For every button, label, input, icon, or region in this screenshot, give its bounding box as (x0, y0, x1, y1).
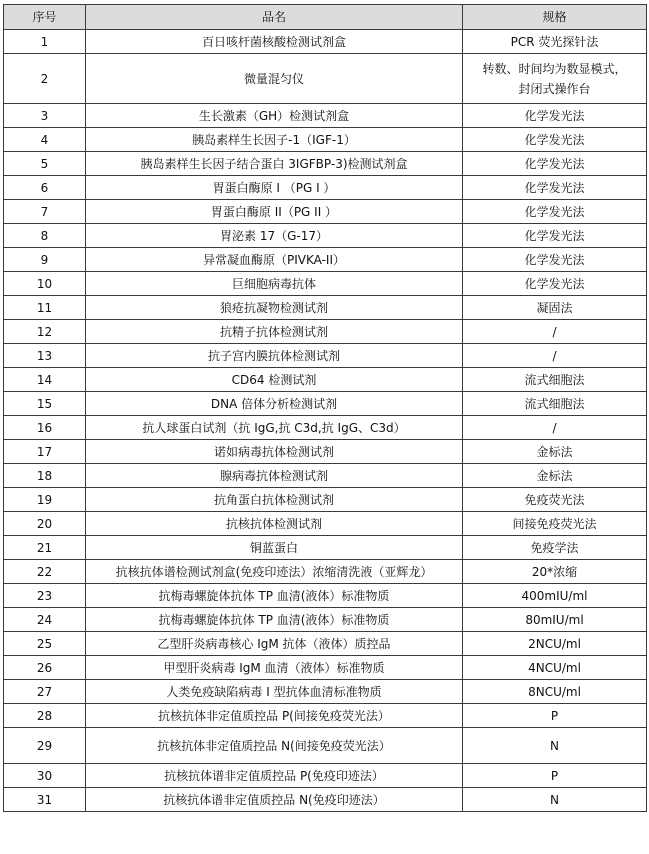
specification-line: 80mIU/ml (525, 612, 584, 627)
header-product-name: 品名 (86, 5, 463, 30)
table-row (4, 176, 647, 200)
cell-product-name: 抗核抗体检测试剂 (86, 512, 463, 536)
table-row (4, 344, 647, 368)
cell-specification (463, 176, 647, 200)
table-row (4, 224, 647, 248)
table-row (4, 200, 647, 224)
table-row (4, 320, 647, 344)
cell-specification (463, 200, 647, 224)
cell-number: 9 (4, 248, 86, 272)
cell-number: 7 (4, 200, 86, 224)
specification-line: 20*浓缩 (531, 564, 578, 579)
cell-product-name: 抗核抗体非定值质控品 N(间接免疫荧光法） (86, 728, 463, 764)
cell-specification (463, 30, 647, 54)
specification-line: 金标法 (536, 444, 573, 459)
cell-number: 13 (4, 344, 86, 368)
cell-number: 22 (4, 560, 86, 584)
table-row (4, 560, 647, 584)
cell-product-name: 抗核抗体非定值质控品 P(间接免疫荧光法） (86, 704, 463, 728)
table-row (4, 440, 647, 464)
specification-line: 400mIU/ml (521, 588, 588, 603)
cell-number: 20 (4, 512, 86, 536)
cell-product-name: 微量混匀仪 (86, 54, 463, 104)
table-row (4, 608, 647, 632)
cell-specification (463, 764, 647, 788)
cell-number: 23 (4, 584, 86, 608)
specification-line: 流式细胞法 (524, 372, 585, 387)
cell-product-name: 抗精子抗体检测试剂 (86, 320, 463, 344)
cell-specification (463, 788, 647, 812)
cell-product-name: 巨细胞病毒抗体 (86, 272, 463, 296)
table-row (4, 248, 647, 272)
table-row (4, 656, 647, 680)
cell-number: 19 (4, 488, 86, 512)
cell-product-name: 胰岛素样生长因子-1（IGF-1） (86, 128, 463, 152)
specification-line: P (550, 708, 559, 723)
table-row (4, 368, 647, 392)
specification-line: / (552, 348, 557, 363)
cell-product-name: 抗梅毒螺旋体抗体 TP 血清(液体）标准物质 (86, 608, 463, 632)
cell-number: 31 (4, 788, 86, 812)
cell-specification (463, 128, 647, 152)
cell-specification (463, 368, 647, 392)
cell-number: 26 (4, 656, 86, 680)
cell-specification (463, 392, 647, 416)
header-specification: 规格 (463, 5, 647, 30)
specification-line: 免疫荧光法 (524, 492, 585, 507)
table-body (4, 30, 647, 812)
table-row (4, 728, 647, 764)
table-row (4, 632, 647, 656)
cell-number: 14 (4, 368, 86, 392)
cell-number: 27 (4, 680, 86, 704)
cell-product-name: 狼疮抗凝物检测试剂 (86, 296, 463, 320)
cell-product-name: 胃泌素 17（G-17） (86, 224, 463, 248)
table-row (4, 30, 647, 54)
table-row (4, 54, 647, 104)
specification-line: 化学发光法 (524, 228, 585, 243)
cell-product-name: 抗核抗体谱检测试剂盒(免疫印迹法）浓缩清洗液（亚辉龙） (86, 560, 463, 584)
cell-number: 3 (4, 104, 86, 128)
cell-product-name: 腺病毒抗体检测试剂 (86, 464, 463, 488)
specification-line: 化学发光法 (524, 132, 585, 147)
cell-number: 16 (4, 416, 86, 440)
specification-line: 化学发光法 (524, 108, 585, 123)
cell-product-name: 抗人球蛋白试剂（抗 IgG,抗 C3d,抗 IgG、C3d） (86, 416, 463, 440)
cell-number: 21 (4, 536, 86, 560)
specification-line: 化学发光法 (524, 204, 585, 219)
table-row (4, 536, 647, 560)
cell-specification (463, 248, 647, 272)
cell-number: 25 (4, 632, 86, 656)
cell-number: 12 (4, 320, 86, 344)
cell-specification (463, 608, 647, 632)
cell-number: 15 (4, 392, 86, 416)
specification-line: 化学发光法 (524, 252, 585, 267)
cell-product-name: 诺如病毒抗体检测试剂 (86, 440, 463, 464)
specification-line: N (550, 738, 559, 753)
specification-line: 间接免疫荧光法 (512, 516, 597, 531)
cell-product-name: 抗核抗体谱非定值质控品 N(免疫印迹法） (86, 788, 463, 812)
table-row (4, 464, 647, 488)
cell-number: 11 (4, 296, 86, 320)
specification-line: 免疫学法 (530, 540, 579, 555)
table-row (4, 488, 647, 512)
cell-product-name: 乙型肝炎病毒核心 IgM 抗体（液体）质控品 (86, 632, 463, 656)
specification-line: 4NCU/ml (528, 660, 581, 675)
cell-product-name: 胰岛素样生长因子结合蛋白 3IGFBP-3)检测试剂盒 (86, 152, 463, 176)
cell-specification (463, 560, 647, 584)
cell-specification (463, 440, 647, 464)
cell-product-name: 胃蛋白酶原 II（PG II ） (86, 200, 463, 224)
cell-specification (463, 488, 647, 512)
cell-specification (463, 296, 647, 320)
specification-line: / (552, 324, 557, 339)
cell-number: 6 (4, 176, 86, 200)
cell-product-name: 抗角蛋白抗体检测试剂 (86, 488, 463, 512)
cell-specification (463, 680, 647, 704)
cell-specification (463, 416, 647, 440)
cell-product-name: 百日咳杆菌核酸检测试剂盒 (86, 30, 463, 54)
header-number: 序号 (4, 5, 86, 30)
cell-number: 18 (4, 464, 86, 488)
cell-specification (463, 656, 647, 680)
table-row (4, 680, 647, 704)
table-row (4, 128, 647, 152)
cell-specification (463, 728, 647, 764)
table-row (4, 296, 647, 320)
cell-number: 28 (4, 704, 86, 728)
table-row (4, 584, 647, 608)
cell-specification (463, 54, 647, 104)
table-row (4, 272, 647, 296)
cell-specification (463, 584, 647, 608)
table-row (4, 104, 647, 128)
cell-specification (463, 224, 647, 248)
cell-product-name: 抗子宫内膜抗体检测试剂 (86, 344, 463, 368)
cell-specification (463, 104, 647, 128)
specification-line: 2NCU/ml (528, 636, 581, 651)
specification-line: 化学发光法 (524, 180, 585, 195)
cell-number: 30 (4, 764, 86, 788)
table-header-row (4, 5, 647, 30)
cell-specification (463, 344, 647, 368)
cell-product-name: 铜蓝蛋白 (86, 536, 463, 560)
cell-specification (463, 512, 647, 536)
specification-line: 化学发光法 (524, 156, 585, 171)
specification-line: N (550, 792, 559, 807)
specification-line: 凝固法 (536, 300, 573, 315)
cell-number: 17 (4, 440, 86, 464)
cell-product-name: DNA 倍体分析检测试剂 (86, 392, 463, 416)
specification-line: / (552, 420, 557, 435)
specification-line: 金标法 (536, 468, 573, 483)
cell-number: 1 (4, 30, 86, 54)
cell-specification (463, 152, 647, 176)
cell-product-name: 人类免疫缺陷病毒 I 型抗体血清标准物质 (86, 680, 463, 704)
specification-line: PCR 荧光探针法 (510, 34, 599, 49)
cell-specification (463, 464, 647, 488)
table-row (4, 416, 647, 440)
cell-specification (463, 632, 647, 656)
cell-specification (463, 704, 647, 728)
cell-specification (463, 272, 647, 296)
cell-product-name: 生长激素（GH）检测试剂盒 (86, 104, 463, 128)
cell-product-name: 胃蛋白酶原 I （PG I ） (86, 176, 463, 200)
table-row (4, 764, 647, 788)
specification-line: 转数、时间均为数显模式， (482, 61, 627, 76)
cell-number: 2 (4, 54, 86, 104)
cell-number: 8 (4, 224, 86, 248)
cell-number: 5 (4, 152, 86, 176)
table-row (4, 704, 647, 728)
table-row (4, 392, 647, 416)
table-row (4, 152, 647, 176)
specification-line: 流式细胞法 (524, 396, 585, 411)
specification-line: 8NCU/ml (528, 684, 581, 699)
cell-number: 29 (4, 728, 86, 764)
cell-specification (463, 320, 647, 344)
cell-number: 24 (4, 608, 86, 632)
cell-specification (463, 536, 647, 560)
cell-product-name: 异常凝血酶原（PIVKA-II） (86, 248, 463, 272)
cell-product-name: CD64 检测试剂 (86, 368, 463, 392)
cell-number: 4 (4, 128, 86, 152)
specification-line: P (550, 768, 559, 783)
table-row (4, 512, 647, 536)
product-spec-table (3, 4, 647, 812)
table-row (4, 788, 647, 812)
cell-product-name: 抗核抗体谱非定值质控品 P(免疫印迹法） (86, 764, 463, 788)
specification-line: 化学发光法 (524, 276, 585, 291)
cell-product-name: 抗梅毒螺旋体抗体 TP 血清(液体）标准物质 (86, 584, 463, 608)
cell-number: 10 (4, 272, 86, 296)
cell-product-name: 甲型肝炎病毒 IgM 血清（液体）标准物质 (86, 656, 463, 680)
specification-line: 封闭式操作台 (518, 81, 591, 96)
